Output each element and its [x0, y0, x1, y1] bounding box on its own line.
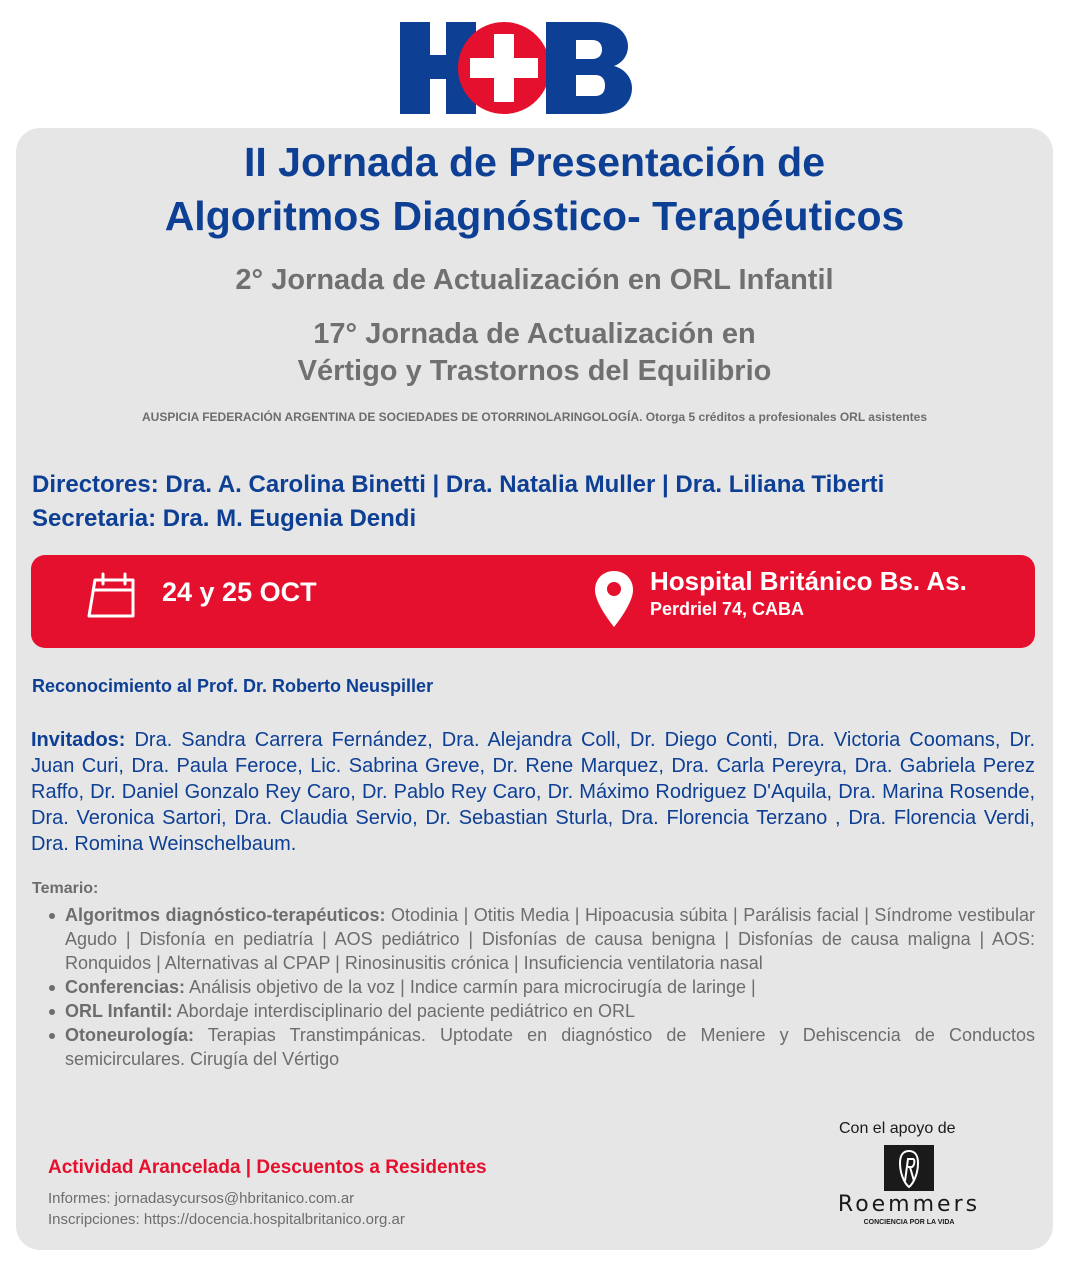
sponsor-note: AUSPICIA FEDERACIÓN ARGENTINA DE SOCIEDADES DE OTORRINOLARINGOLOGÍA. Otorga 5 créditos a profesionales ORL asistentes [141, 410, 927, 424]
list-item [65, 903, 1035, 975]
list-item [65, 1023, 1035, 1071]
list-item [65, 975, 1035, 999]
fee-notice: Actividad Arancelada | Descuentos a Residentes [48, 1157, 487, 1178]
guests-paragraph [31, 727, 1035, 857]
hb-logo [400, 22, 632, 114]
event-date: 24 y 25 OCT [162, 577, 317, 607]
guests-list: Dra. Sandra Carrera Fernández, Dra. Alejandra Coll, Dr. Diego Conti, Dra. Victoria Coomans, Dr. Juan Curi, Dra. Paula Feroce, Lic. Sabrina Greve, Dr. Rene Marquez, Dra. Carla Pereyra, Dra. Gabriela Perez Raffo, Dr. Daniel Gonzalo Rey Caro, Dr. Pablo Rey Caro, Dr. Máximo Rodriguez D'Aquila, Dra. Marina Rosende, Dra. Veronica Sartori, Dra. Claudia Servio, Dr. Sebastian Sturla, Dra. Florencia Terzano , Dra. Florencia Verdi, Dra. Romina Weinschelbaum. [31, 729, 1035, 855]
temario-title: Temario: [32, 880, 99, 897]
subtitle-orl-infantil: 2° Jornada de Actualización en ORL Infantil [235, 264, 834, 296]
subtitle-vertigo-line2: Vértigo y Trastornos del Equilibrio [297, 355, 772, 387]
topic-label: ORL Infantil: [65, 1001, 173, 1021]
directors: Directores: Dra. A. Carolina Binetti | Dra. Natalia Muller | Dra. Liliana Tiberti [32, 471, 885, 498]
roemmers-logo-icon [884, 1145, 934, 1191]
temario-list [65, 903, 1035, 1071]
venue-address: Perdriel 74, CABA [650, 599, 805, 619]
recognition-text: Reconocimiento al Prof. Dr. Roberto Neuspiller [32, 676, 434, 696]
topic-label: Otoneurología: [65, 1025, 194, 1045]
topic-text: Abordaje interdisciplinario del paciente pediátrico en ORL [172, 1001, 635, 1021]
list-item [65, 999, 1035, 1023]
event-title-line2: Algoritmos Diagnóstico- Terapéuticos [164, 193, 905, 239]
subtitle-vertigo-line1: 17° Jornada de Actualización en [313, 318, 756, 350]
event-title-line1: II Jornada de Presentación de [243, 139, 826, 185]
registration-contact: Inscripciones: https://docencia.hospitalbritanico.org.ar [48, 1211, 405, 1228]
topic-text: Terapias Transtimpánicas. Uptodate en diagnóstico de Meniere y Dehiscencia de Conductos semicirculares. Cirugía del Vértigo [65, 1025, 1035, 1069]
info-contact: Informes: jornadasycursos@hbritanico.com.ar [48, 1190, 355, 1207]
location-pin-icon [593, 569, 635, 629]
calendar-icon [87, 570, 139, 620]
topic-label: Conferencias: [65, 977, 186, 997]
guests-label: Invitados: [31, 729, 126, 751]
venue-name: Hospital Británico Bs. As. [650, 566, 967, 596]
roemmers-brand: Roemmers [837, 1192, 981, 1217]
support-label: Con el apoyo de [839, 1120, 956, 1137]
topic-label: Algoritmos diagnóstico-terapéuticos: [65, 905, 386, 925]
secretary: Secretaria: Dra. M. Eugenia Dendi [32, 505, 417, 532]
roemmers-tagline: CONCIENCIA POR LA VIDA [863, 1219, 955, 1226]
date-venue-banner [31, 555, 1035, 648]
topic-text: Otodinia | Otitis Media | Hipoacusia súbita | Parálisis facial | Síndrome vestibular Agudo | Disfonía en pediatría | AOS pediátrico | Disfonías de causa benigna | Disfonías de causa maligna | AOS: Ronquidos | Alternativas al CPAP | Rinosinusitis crónica | Insuficiencia ventilatoria nasal [65, 905, 1035, 973]
topic-text: Análisis objetivo de la voz | Indice carmín para microcirugía de laringe | [185, 977, 756, 997]
